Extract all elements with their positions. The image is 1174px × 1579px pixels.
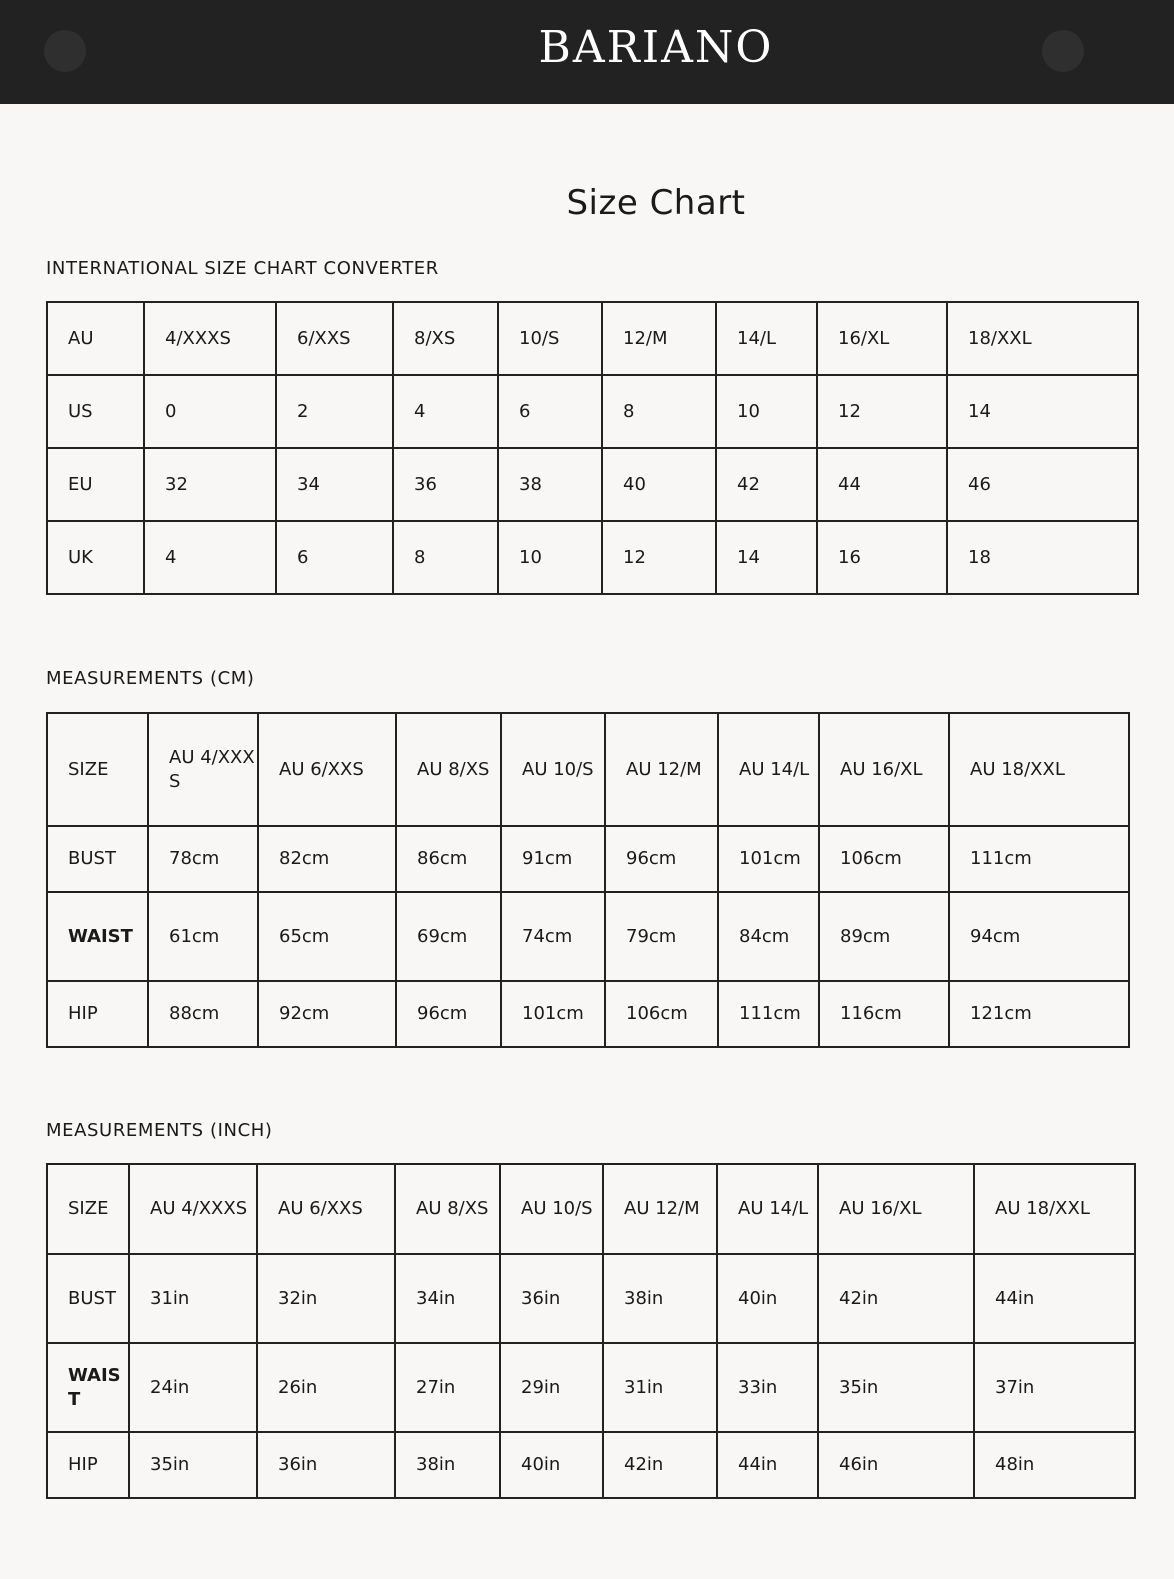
table-cell: 10 (716, 375, 817, 448)
table-cell: 34 (276, 448, 393, 521)
table-row (47, 302, 1138, 375)
row-label: HIP (47, 1432, 129, 1498)
table-cell: 27in (395, 1343, 500, 1432)
table-row (47, 981, 1129, 1047)
table-cell: 91cm (501, 826, 605, 892)
row-label: BUST (47, 1254, 129, 1343)
table-cell: 29in (500, 1343, 603, 1432)
row-label: WAIST (47, 1343, 129, 1432)
table-cell: 10/S (498, 302, 602, 375)
table-cell: 14 (947, 375, 1138, 448)
column-header: AU 4/XXXS (129, 1164, 257, 1254)
table-cell: 4/XXXS (144, 302, 276, 375)
row-label: UK (47, 521, 144, 594)
table-cell: 16 (817, 521, 947, 594)
column-header: AU 12/M (605, 713, 718, 826)
table-row (47, 1254, 1135, 1343)
table-cell: 10 (498, 521, 602, 594)
table-cell: 14 (716, 521, 817, 594)
table-cell: 6/XXS (276, 302, 393, 375)
table-row (47, 892, 1129, 981)
table-cell: 34in (395, 1254, 500, 1343)
column-header: AU 4/XXXS (148, 713, 258, 826)
table-row (47, 1432, 1135, 1498)
row-label: US (47, 375, 144, 448)
row-label: BUST (47, 826, 148, 892)
table-cell: 36 (393, 448, 498, 521)
table-cell: 24in (129, 1343, 257, 1432)
table-cell: 96cm (396, 981, 501, 1047)
table-row (47, 375, 1138, 448)
table-cell: 38in (395, 1432, 500, 1498)
table-cell: 26in (257, 1343, 395, 1432)
table-row (47, 448, 1138, 521)
row-label: EU (47, 448, 144, 521)
table-cell: 61cm (148, 892, 258, 981)
column-header: AU 18/XXL (949, 713, 1129, 826)
measurements-cm-table (46, 712, 1130, 1048)
table-cell: 4 (393, 375, 498, 448)
table-cell: 4 (144, 521, 276, 594)
measurements-inch-table (46, 1163, 1136, 1499)
table-cell: 35in (129, 1432, 257, 1498)
column-header: AU 10/S (501, 713, 605, 826)
inch-title: MEASUREMENTS (INCH) (46, 1120, 273, 1141)
table-cell: 78cm (148, 826, 258, 892)
table-cell: 31in (129, 1254, 257, 1343)
table-cell: 14/L (716, 302, 817, 375)
converter-title: INTERNATIONAL SIZE CHART CONVERTER (46, 258, 439, 279)
table-cell: 42in (818, 1254, 974, 1343)
table-cell: 35in (818, 1343, 974, 1432)
table-header-row (47, 713, 1129, 826)
row-label: WAIST (47, 892, 148, 981)
table-cell: 8 (393, 521, 498, 594)
table-cell: 44in (974, 1254, 1135, 1343)
search-icon[interactable] (1042, 30, 1084, 72)
table-cell: 65cm (258, 892, 396, 981)
column-header: AU 16/XL (818, 1164, 974, 1254)
table-cell: 46 (947, 448, 1138, 521)
table-cell: 8/XS (393, 302, 498, 375)
column-header: AU 14/L (717, 1164, 818, 1254)
table-cell: 79cm (605, 892, 718, 981)
column-header: AU 8/XS (396, 713, 501, 826)
page-title: Size Chart (566, 183, 746, 223)
table-cell: 121cm (949, 981, 1129, 1047)
row-label: HIP (47, 981, 148, 1047)
table-cell: 32in (257, 1254, 395, 1343)
table-cell: 0 (144, 375, 276, 448)
size-converter-table (46, 301, 1139, 595)
table-cell: 106cm (605, 981, 718, 1047)
table-cell: 101cm (718, 826, 819, 892)
table-cell: 48in (974, 1432, 1135, 1498)
table-cell: 96cm (605, 826, 718, 892)
table-cell: 44 (817, 448, 947, 521)
table-cell: 36in (500, 1254, 603, 1343)
table-cell: 88cm (148, 981, 258, 1047)
table-cell: 69cm (396, 892, 501, 981)
table-row (47, 826, 1129, 892)
table-cell: 8 (602, 375, 716, 448)
table-cell: 32 (144, 448, 276, 521)
column-header: AU 10/S (500, 1164, 603, 1254)
table-cell: 74cm (501, 892, 605, 981)
table-cell: 18/XXL (947, 302, 1138, 375)
row-label: SIZE (47, 713, 148, 826)
table-cell: 101cm (501, 981, 605, 1047)
table-header-row (47, 1164, 1135, 1254)
table-cell: 111cm (718, 981, 819, 1047)
table-cell: 2 (276, 375, 393, 448)
table-cell: 38 (498, 448, 602, 521)
table-cell: 18 (947, 521, 1138, 594)
table-cell: 36in (257, 1432, 395, 1498)
column-header: AU 6/XXS (258, 713, 396, 826)
table-cell: 40in (717, 1254, 818, 1343)
row-label: AU (47, 302, 144, 375)
table-cell: 40in (500, 1432, 603, 1498)
table-cell: 12 (817, 375, 947, 448)
table-cell: 33in (717, 1343, 818, 1432)
column-header: AU 6/XXS (257, 1164, 395, 1254)
table-cell: 46in (818, 1432, 974, 1498)
row-label: SIZE (47, 1164, 129, 1254)
column-header: AU 18/XXL (974, 1164, 1135, 1254)
table-cell: 82cm (258, 826, 396, 892)
table-cell: 86cm (396, 826, 501, 892)
column-header: AU 12/M (603, 1164, 717, 1254)
brand-logo[interactable]: BARIANO (538, 22, 774, 73)
table-cell: 44in (717, 1432, 818, 1498)
table-cell: 111cm (949, 826, 1129, 892)
table-cell: 38in (603, 1254, 717, 1343)
table-cell: 92cm (258, 981, 396, 1047)
table-cell: 94cm (949, 892, 1129, 981)
site-header (0, 0, 1174, 104)
table-cell: 106cm (819, 826, 949, 892)
table-cell: 31in (603, 1343, 717, 1432)
table-cell: 42 (716, 448, 817, 521)
table-cell: 84cm (718, 892, 819, 981)
table-cell: 6 (276, 521, 393, 594)
table-cell: 116cm (819, 981, 949, 1047)
table-row (47, 1343, 1135, 1432)
table-cell: 16/XL (817, 302, 947, 375)
table-cell: 12 (602, 521, 716, 594)
table-cell: 6 (498, 375, 602, 448)
table-row (47, 521, 1138, 594)
column-header: AU 14/L (718, 713, 819, 826)
table-cell: 42in (603, 1432, 717, 1498)
table-cell: 89cm (819, 892, 949, 981)
column-header: AU 16/XL (819, 713, 949, 826)
table-cell: 12/M (602, 302, 716, 375)
table-cell: 37in (974, 1343, 1135, 1432)
cm-title: MEASUREMENTS (CM) (46, 668, 255, 689)
table-cell: 40 (602, 448, 716, 521)
column-header: AU 8/XS (395, 1164, 500, 1254)
